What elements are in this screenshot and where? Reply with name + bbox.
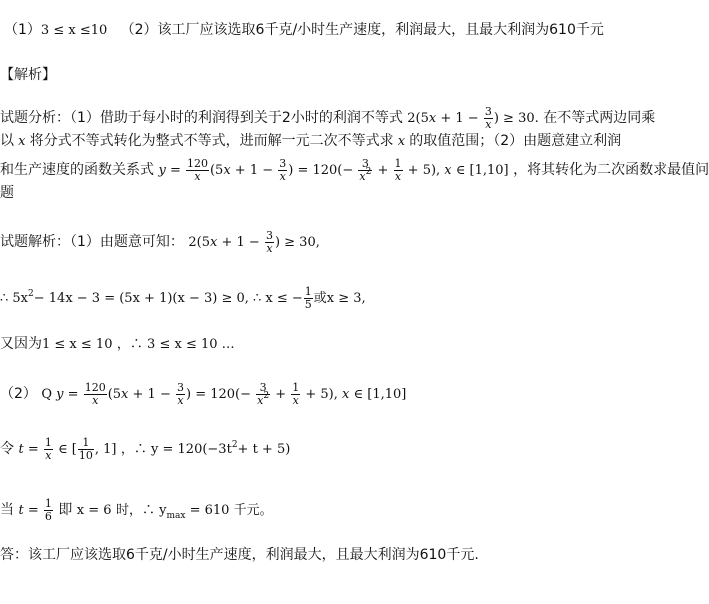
solution-text: 令 (0, 441, 14, 457)
math-text: x = 6 (76, 503, 112, 518)
solution-step-5 (0, 437, 290, 462)
solution-text: （2） (0, 386, 37, 402)
profit-function-formula: y = $\frac{120}{x}$ (5x + 1 − $\frac{3}{x}$ ) = 120(− $\frac{3}{x^2}$ + $\frac{1}{x}$ + 5), x ∈ [1,10] (158, 157, 509, 183)
math-text: ，∴ 3 ≤ x ≤ 10 … (116, 337, 235, 352)
analysis-text: 以 (0, 133, 14, 149)
analysis-line-2 (0, 131, 621, 152)
solution-text: 即 (58, 502, 73, 518)
substitution-formula: t = $\frac{1}{x}$ ∈ [ $\frac{1}{10}$ , 1] (18, 436, 117, 462)
math-text: 1 ≤ x ≤ 10 (42, 337, 113, 352)
math-text: 或x ≥ 3, (313, 291, 366, 306)
analysis-text: 和生产速度的函数关系式 (0, 162, 154, 178)
analysis-title: 【解析】 (0, 67, 56, 83)
analysis-text: 的取值范围；（2）由题意建立利润 (409, 133, 622, 149)
inequality-formula: 2(5x + 1 − $\frac{3}{x}$ ) ≥ 30, (188, 229, 320, 255)
solution-text: 试题解析：（1）由题意可知： (0, 234, 184, 250)
conclusion-line: 答：该工厂应该选取6千克/小时生产速度，利润最大，且最大利润为610千元. (0, 547, 479, 563)
analysis-line-3 (0, 158, 709, 183)
answer-line (4, 20, 604, 41)
analysis-text: 试题分析：（1）借助于每小时的利润得到关于2小时的利润不等式 (0, 110, 403, 126)
inequality-formula: 2(5x + 1 − $\frac{3}{x}$ ) ≥ 30. (407, 105, 539, 131)
solution-intro-line (0, 230, 320, 255)
part2-text: 该工厂应该选取6千克/小时生产速度，利润最大，且最大利润为610千元 (157, 22, 604, 38)
variable-x: x (14, 134, 30, 149)
solution-step-6 (0, 498, 273, 523)
math-text: 时，∴ $y_{max} = 610$ 千元。 (115, 503, 273, 521)
part2-label: （2） (120, 22, 158, 38)
part1-label: （1） (4, 22, 41, 38)
part1-range: 3 ≤ x ≤10 (40, 23, 108, 38)
profit-function-formula: Q y = $\frac{120}{x}$ (5x + 1 − $\frac{3}{x}$ ) = 120(− $\frac{3}{x^2}$ + $\frac{1}{x}$ + 5), x ∈ [1,10] (41, 381, 407, 407)
solution-step-2: ∴ $5x^2- 14x - 3 = (5x + 1)(x - 3) \ge 0$, ∴ x ≤ − $\frac{1}{5}$ 或x ≥ 3, (0, 285, 366, 311)
analysis-text: ，将其转化为二次函数求最值问 (513, 162, 709, 178)
t-value-formula: t = $\frac{1}{6}$ (18, 497, 52, 523)
math-text: − 14x − 3 = (5x + 1)(x − 3) ≥ 0, ∴ x ≤ − (33, 291, 303, 306)
solution-step-4 (0, 382, 406, 407)
analysis-line-4: 题 (0, 185, 14, 201)
solution-text: 当 (0, 502, 14, 518)
math-text: ，∴ $y = 120(-3t^2+ t + 5)$ (120, 440, 291, 457)
solution-step-3 (0, 334, 235, 355)
analysis-text: 在不等式两边同乘 (543, 110, 656, 126)
analysis-text: 将分式不等式转化为整式不等式，进而解一元二次不等式求 (29, 133, 394, 149)
analysis-line-1 (0, 106, 655, 131)
math-text: ∴ 5x (0, 291, 29, 306)
solution-text: 又因为 (0, 336, 42, 352)
variable-x: x (393, 134, 410, 149)
